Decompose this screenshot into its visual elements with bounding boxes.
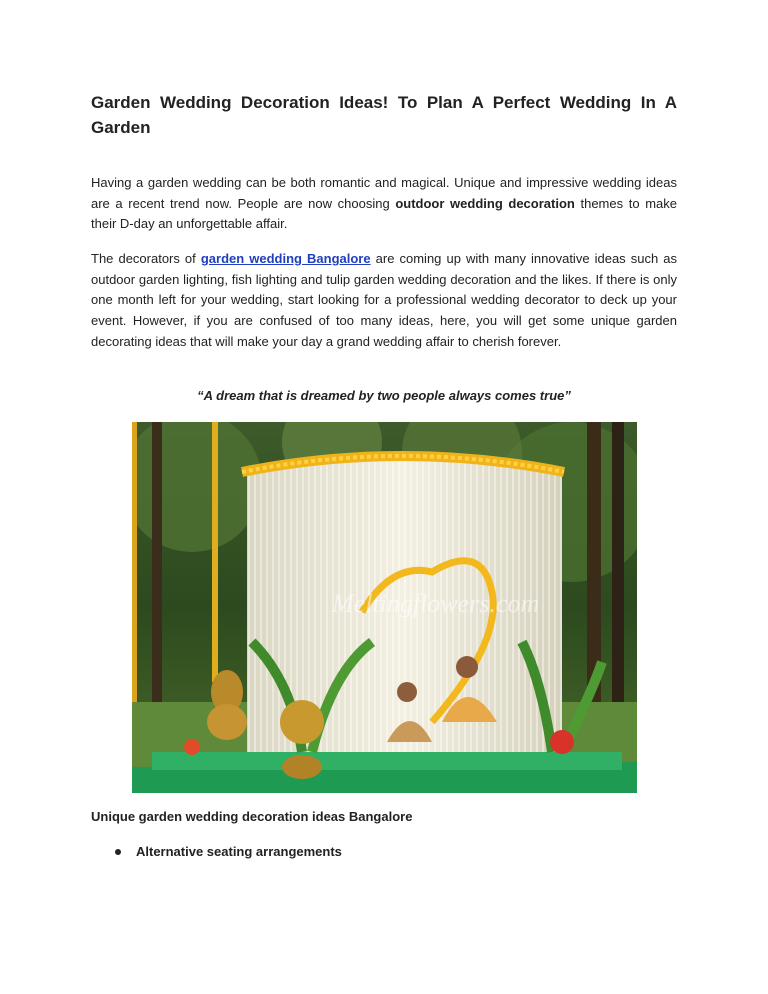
quote-line: “A dream that is dreamed by two people always comes true” [197, 388, 571, 403]
body-text-start: The decorators of [91, 251, 201, 266]
intro-bold-phrase: outdoor wedding decoration [395, 195, 575, 211]
list-item [91, 844, 342, 859]
article-title: Garden Wedding Decoration Ideas! To Plan A Perfect Wedding In A Garden [91, 93, 677, 137]
body-text-end: are coming up with many innovative ideas such as outdoor garden lighting, fish lighting and tulip garden wedding decoration and the likes. If there is only one month left for your wedding, start looking for a professional wedding decorator to deck up your event. However, if you are confused of too many ideas, here, you will get some unique garden decorating ideas that will make your day a grand wedding affair to cherish forever. [91, 251, 677, 349]
garden-wedding-bangalore-link[interactable]: garden wedding Bangalore [200, 251, 371, 266]
photo-watermark: Meltingflowers.com [332, 589, 540, 618]
body-paragraph [91, 249, 677, 353]
intro-text-start: Having a garden wedding can be both romantic and magical. Unique and impressive wedding ideas are a recent trend now. People are now choosing [91, 175, 677, 211]
section-subheading: Unique garden wedding decoration ideas Bangalore [91, 809, 413, 824]
list-item-label: Alternative seating arrangements [136, 844, 342, 859]
intro-text-end: themes to make their D-day an unforgettable affair. [91, 195, 678, 232]
bullet-icon [115, 849, 121, 855]
wedding-mandap-photo [132, 422, 637, 793]
bullet-list [91, 844, 342, 859]
intro-paragraph [91, 173, 677, 235]
